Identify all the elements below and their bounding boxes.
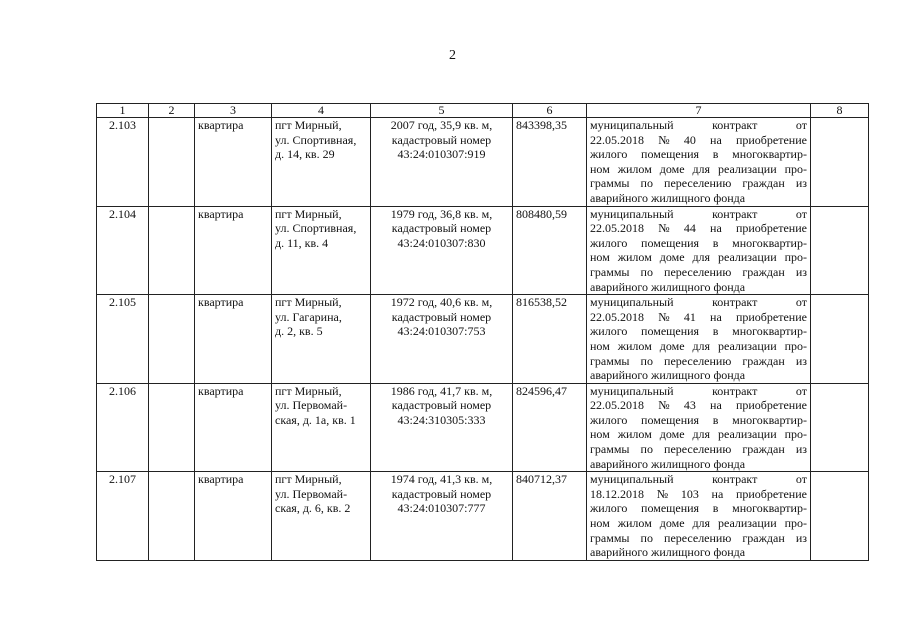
basis-line <box>590 531 807 546</box>
basis-word: граждан <box>742 442 785 457</box>
table-row <box>97 295 869 384</box>
basis-word: из <box>795 264 807 279</box>
details-line: 43:24:010307:777 <box>397 501 486 516</box>
basis-line <box>590 162 807 177</box>
basis-word: граммы <box>590 530 630 545</box>
basis-word: из <box>795 442 807 457</box>
basis-word: муниципальный <box>590 472 674 487</box>
address-line: пгт Мирный, <box>275 206 342 221</box>
basis-word: для <box>692 427 711 442</box>
property-details <box>371 206 513 295</box>
acquisition-basis <box>587 118 811 207</box>
table-header-row <box>97 104 869 118</box>
basis-word: доме <box>659 516 685 531</box>
details-line: 1986 год, 41,7 кв. м, <box>390 383 493 398</box>
basis-word: контракт <box>712 295 758 310</box>
basis-word: контракт <box>712 206 758 221</box>
address-line: д. 11, кв. 4 <box>275 235 329 250</box>
details-line: 1979 год, 36,8 кв. м, <box>390 206 493 221</box>
basis-word: от <box>795 118 807 132</box>
basis-word: из <box>795 530 807 545</box>
basis-word: № <box>658 221 670 236</box>
property-amount: 816538,52 <box>513 295 587 384</box>
basis-word: № <box>658 309 670 324</box>
row-col8 <box>811 206 869 295</box>
basis-word: 44 <box>683 221 696 236</box>
basis-word: помещения <box>641 412 700 427</box>
basis-word: граждан <box>742 353 785 368</box>
column-header-4: 4 <box>272 104 371 118</box>
address-line: ул. Первомай- <box>275 398 348 413</box>
address-line: пгт Мирный, <box>275 118 342 132</box>
basis-word: граммы <box>590 442 630 457</box>
basis-word: по <box>640 176 653 191</box>
basis-word: ном <box>590 427 610 442</box>
acquisition-basis <box>587 295 811 384</box>
basis-word: жилом <box>617 250 652 265</box>
basis-word: жилом <box>617 516 652 531</box>
basis-word: из <box>795 353 807 368</box>
basis-word: № <box>658 398 670 413</box>
basis-word: про- <box>784 250 807 265</box>
basis-word: 22.05.2018 <box>590 309 644 324</box>
property-address <box>272 295 371 384</box>
basis-word: жилом <box>617 161 652 176</box>
basis-word: 22.05.2018 <box>590 221 644 236</box>
basis-word: муниципальный <box>590 206 674 221</box>
column-header-1: 1 <box>97 104 149 118</box>
basis-line-last: аварийного жилищного фонда <box>590 190 746 205</box>
column-header-8: 8 <box>811 104 869 118</box>
basis-word: контракт <box>712 383 758 398</box>
basis-line <box>590 250 807 265</box>
table-row <box>97 118 869 207</box>
row-col2 <box>149 383 195 472</box>
basis-line <box>590 384 807 399</box>
basis-word: граждан <box>742 530 785 545</box>
basis-word: переселению <box>664 442 732 457</box>
address-line: ул. Гагарина, <box>275 309 342 324</box>
basis-word: жилом <box>617 338 652 353</box>
registry-table <box>96 103 869 561</box>
basis-line <box>590 265 807 280</box>
basis-word: 41 <box>683 309 696 324</box>
basis-word: помещения <box>641 501 700 516</box>
basis-word: многоквартир- <box>732 324 807 339</box>
property-address <box>272 118 371 207</box>
basis-word: из <box>795 176 807 191</box>
basis-word: доме <box>659 427 685 442</box>
basis-word: в <box>712 412 719 427</box>
basis-word: от <box>795 383 807 398</box>
address-line: пгт Мирный, <box>275 383 342 398</box>
basis-line <box>590 118 807 133</box>
property-details <box>371 295 513 384</box>
basis-word: для <box>692 250 711 265</box>
basis-word: граммы <box>590 264 630 279</box>
basis-word: про- <box>784 427 807 442</box>
basis-word: жилого <box>590 412 628 427</box>
basis-word: про- <box>784 338 807 353</box>
basis-line <box>590 354 807 369</box>
basis-word: по <box>640 353 653 368</box>
table-row <box>97 383 869 472</box>
basis-word: от <box>795 206 807 221</box>
row-number: 2.104 <box>97 206 149 295</box>
basis-word: для <box>692 516 711 531</box>
details-line: 43:24:310305:333 <box>397 412 486 427</box>
basis-line <box>590 221 807 236</box>
row-col2 <box>149 118 195 207</box>
basis-word: реализации <box>717 338 777 353</box>
row-col8 <box>811 118 869 207</box>
basis-word: № <box>656 486 669 501</box>
basis-word: доме <box>659 250 685 265</box>
basis-word: № <box>658 132 670 147</box>
basis-word: 22.05.2018 <box>590 132 644 147</box>
basis-word: граммы <box>590 176 630 191</box>
basis-word: контракт <box>712 118 758 132</box>
property-address <box>272 206 371 295</box>
address-line: д. 2, кв. 5 <box>275 324 323 339</box>
basis-word: многоквартир- <box>732 147 807 162</box>
acquisition-basis <box>587 383 811 472</box>
basis-word: приобретение <box>735 132 807 147</box>
basis-word: муниципальный <box>590 383 674 398</box>
details-line: 43:24:010307:830 <box>397 235 486 250</box>
basis-word: приобретение <box>735 486 807 501</box>
basis-word: ном <box>590 338 610 353</box>
basis-word: ном <box>590 161 610 176</box>
property-details <box>371 383 513 472</box>
column-header-5: 5 <box>371 104 513 118</box>
details-line: 1974 год, 41,3 кв. м, <box>390 472 493 487</box>
basis-word: реализации <box>717 250 777 265</box>
basis-word: многоквартир- <box>732 412 807 427</box>
row-col2 <box>149 206 195 295</box>
basis-word: доме <box>659 161 685 176</box>
basis-line <box>590 236 807 251</box>
basis-line <box>590 413 807 428</box>
property-amount: 808480,59 <box>513 206 587 295</box>
table-body <box>97 118 869 561</box>
row-col8 <box>811 295 869 384</box>
basis-line <box>590 472 807 487</box>
basis-word: в <box>712 324 719 339</box>
basis-line <box>590 310 807 325</box>
basis-word: про- <box>784 516 807 531</box>
basis-word: в <box>712 501 719 516</box>
basis-word: муниципальный <box>590 295 674 310</box>
basis-word: граждан <box>742 176 785 191</box>
column-header-3: 3 <box>195 104 272 118</box>
address-line: пгт Мирный, <box>275 295 342 310</box>
basis-word: граммы <box>590 353 630 368</box>
column-header-2: 2 <box>149 104 195 118</box>
basis-word: жилом <box>617 427 652 442</box>
basis-line-last: аварийного жилищного фонда <box>590 456 746 471</box>
address-line: д. 14, кв. 29 <box>275 147 335 162</box>
property-type: квартира <box>195 383 272 472</box>
basis-line <box>590 501 807 516</box>
address-line: ская, д. 1а, кв. 1 <box>275 412 356 427</box>
basis-word: 22.05.2018 <box>590 398 644 413</box>
property-amount: 840712,37 <box>513 472 587 561</box>
page-number: 2 <box>449 48 456 63</box>
property-address <box>272 383 371 472</box>
row-col2 <box>149 472 195 561</box>
basis-word: по <box>640 264 653 279</box>
basis-word: 18.12.2018 <box>590 486 644 501</box>
address-line: ул. Спортивная, <box>275 221 357 236</box>
details-line: 43:24:010307:753 <box>397 324 486 339</box>
basis-line-last: аварийного жилищного фонда <box>590 368 746 383</box>
basis-word: реализации <box>717 516 777 531</box>
basis-line-last: аварийного жилищного фонда <box>590 545 746 560</box>
basis-word: муниципальный <box>590 118 674 132</box>
details-line: кадастровый номер <box>391 398 492 413</box>
details-line: 43:24:010307:919 <box>397 147 486 162</box>
details-line: кадастровый номер <box>391 486 492 501</box>
basis-word: про- <box>784 161 807 176</box>
details-line: кадастровый номер <box>391 221 492 236</box>
basis-line <box>590 427 807 442</box>
address-line: ул. Спортивная, <box>275 132 357 147</box>
basis-line <box>590 442 807 457</box>
property-amount: 843398,35 <box>513 118 587 207</box>
row-number: 2.107 <box>97 472 149 561</box>
basis-word: на <box>710 132 722 147</box>
acquisition-basis <box>587 206 811 295</box>
row-col8 <box>811 383 869 472</box>
basis-line <box>590 295 807 310</box>
row-col2 <box>149 295 195 384</box>
basis-word: переселению <box>664 353 732 368</box>
basis-word: ном <box>590 516 610 531</box>
row-number: 2.106 <box>97 383 149 472</box>
details-line: кадастровый номер <box>391 309 492 324</box>
basis-word: жилого <box>590 147 628 162</box>
basis-word: многоквартир- <box>732 235 807 250</box>
property-type: квартира <box>195 118 272 207</box>
basis-line <box>590 207 807 222</box>
basis-word: приобретение <box>735 221 807 236</box>
column-header-7: 7 <box>587 104 811 118</box>
basis-line <box>590 147 807 162</box>
basis-line <box>590 339 807 354</box>
basis-word: граждан <box>742 264 785 279</box>
column-header-6: 6 <box>513 104 587 118</box>
basis-word: от <box>795 295 807 310</box>
basis-word: приобретение <box>735 309 807 324</box>
basis-word: помещения <box>641 235 700 250</box>
row-number: 2.103 <box>97 118 149 207</box>
basis-line <box>590 398 807 413</box>
basis-line-last: аварийного жилищного фонда <box>590 279 746 294</box>
address-line: ул. Первомай- <box>275 486 348 501</box>
basis-word: на <box>710 309 722 324</box>
property-type: квартира <box>195 472 272 561</box>
basis-word: реализации <box>717 427 777 442</box>
basis-word: для <box>692 161 711 176</box>
basis-word: ном <box>590 250 610 265</box>
property-type: квартира <box>195 206 272 295</box>
details-line: 2007 год, 35,9 кв. м, <box>390 118 493 132</box>
basis-word: 103 <box>680 486 699 501</box>
row-col8 <box>811 472 869 561</box>
basis-word: в <box>712 235 719 250</box>
details-line: 1972 год, 40,6 кв. м, <box>390 295 493 310</box>
basis-word: реализации <box>717 161 777 176</box>
basis-word: доме <box>659 338 685 353</box>
address-line: пгт Мирный, <box>275 472 342 487</box>
basis-word: на <box>711 486 724 501</box>
basis-word: на <box>710 221 722 236</box>
basis-line <box>590 487 807 502</box>
basis-line <box>590 324 807 339</box>
basis-word: от <box>795 472 807 487</box>
basis-word: переселению <box>664 530 732 545</box>
basis-word: по <box>640 442 653 457</box>
property-details <box>371 472 513 561</box>
basis-word: по <box>640 530 653 545</box>
basis-word: контракт <box>712 472 758 487</box>
basis-word: переселению <box>664 264 732 279</box>
basis-word: переселению <box>664 176 732 191</box>
table-row <box>97 206 869 295</box>
basis-word: помещения <box>641 324 700 339</box>
address-line: ская, д. 6, кв. 2 <box>275 501 351 516</box>
basis-word: жилого <box>590 324 628 339</box>
basis-word: 43 <box>683 398 696 413</box>
property-type: квартира <box>195 295 272 384</box>
basis-word: в <box>712 147 719 162</box>
basis-word: многоквартир- <box>732 501 807 516</box>
basis-word: на <box>710 398 722 413</box>
basis-word: приобретение <box>735 398 807 413</box>
basis-word: для <box>692 338 711 353</box>
basis-line <box>590 133 807 148</box>
basis-word: 40 <box>683 132 696 147</box>
row-number: 2.105 <box>97 295 149 384</box>
details-line: кадастровый номер <box>391 132 492 147</box>
property-details <box>371 118 513 207</box>
basis-word: жилого <box>590 235 628 250</box>
basis-line <box>590 516 807 531</box>
basis-word: жилого <box>590 501 628 516</box>
property-address <box>272 472 371 561</box>
acquisition-basis <box>587 472 811 561</box>
basis-line <box>590 176 807 191</box>
basis-word: помещения <box>641 147 700 162</box>
property-amount: 824596,47 <box>513 383 587 472</box>
table-row <box>97 472 869 561</box>
